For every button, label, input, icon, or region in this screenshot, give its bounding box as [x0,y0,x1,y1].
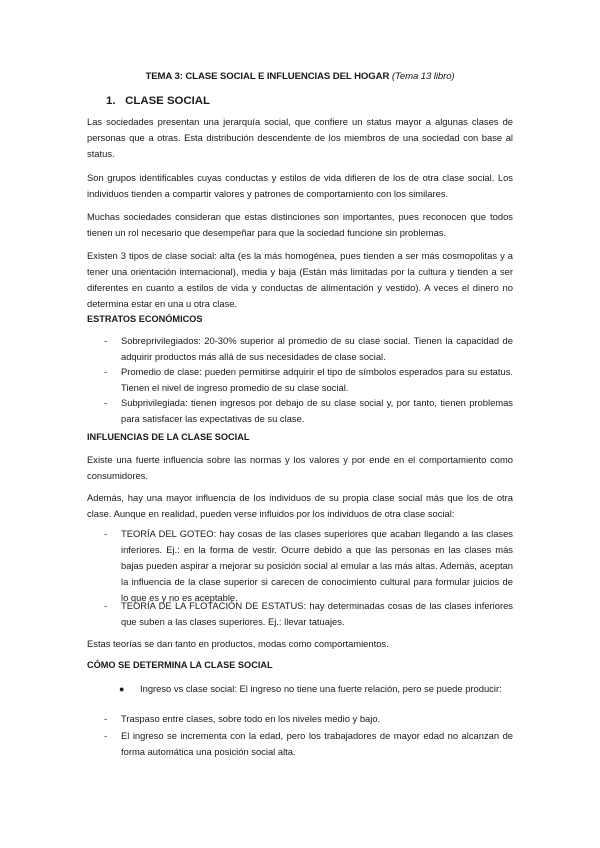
dash-marker: - [104,600,108,611]
list-item-ingreso-edad: El ingreso se incrementa con la edad, pero los trabajadores de mayor edad no alcanzan de forma automática una posición social alta. [121,730,513,757]
document-title [0,71,600,82]
list-item-traspaso: Traspaso entre clases, sobre todo en los niveles medio y bajo. [121,713,381,724]
title-main: TEMA 3: CLASE SOCIAL E INFLUENCIAS DEL HOGAR [145,71,392,82]
heading-estratos: ESTRATOS ECONÓMICOS [87,314,203,324]
list-item-estrato-3: Subprivilegiada: tienen ingresos por debajo de su clase social y, por tanto, tienen problemas para satisfacer las expectativas de su clase. [121,397,513,424]
heading-influencias: INFLUENCIAS DE LA CLASE SOCIAL [87,432,250,442]
heading-determina: CÓMO SE DETERMINA LA CLASE SOCIAL [87,660,273,670]
bullet-item-ingreso: Ingreso vs clase social: El ingreso no tiene una fuerte relación, pero se puede producir: [140,683,502,694]
dash-marker: - [104,335,108,346]
dash-marker: - [104,366,108,377]
list-item-estrato-1: Sobreprivilegiados: 20-30% superior al promedio de su clase social. Tienen la capacidad de adquirir productos más allá de sus necesidades de clase social. [121,335,513,362]
paragraph-7: Estas teorías se dan tanto en productos, modas como comportamientos. [87,638,389,649]
section-number: 1. [106,95,116,107]
dash-marker: - [104,713,108,724]
dash-marker: - [104,397,108,408]
paragraph-3: Muchas sociedades consideran que estas distinciones son importantes, pues reconocen que todos tienen un rol necesario que desempeñar para que la sociedad funcione sin problemas. [87,211,513,238]
list-item-estrato-2: Promedio de clase: pueden permitirse adquirir el tipo de símbolos esperados para su estatus. Tienen el nivel de ingreso promedio de su clase social. [121,366,513,393]
paragraph-1: Las sociedades presentan una jerarquía social, que confiere un status mayor a algunas clases de personas que a otras. Esta distribución descendente de los miembros de una sociedad con base al status. [87,116,513,159]
section-heading [106,95,210,107]
list-item-teoria-flotacion: TEORÍA DE LA FLOTACIÓN DE ESTATUS: hay determinadas cosas de las clases inferiores que suben a las clases superiores. Ej.: llevar tatuajes. [121,600,513,627]
list-item-teoria-goteo: TEORÍA DEL GOTEO: hay cosas de las clases superiores que acaban llegando a las clases inferiores. Ej.: en la forma de vestir. Ocurre debido a que las personas en las clases más bajas pueden aspirar a mejorar su posición social al emular a las más altas. Además, aceptan la influencia de la clase superior si carecen de conocimiento cultural para formular juicios de lo que es y no es aceptable. [121,528,513,603]
paragraph-6: Además, hay una mayor influencia de los individuos de su propia clase social más que los de otra clase. Aunque en realidad, pueden verse influidos por los individuos de otra clase social: [87,492,513,519]
bullet-marker: ● [119,684,125,694]
paragraph-5: Existe una fuerte influencia sobre las normas y los valores y por ende en el comportamiento como consumidores. [87,454,513,481]
dash-marker: - [104,730,108,741]
paragraph-2: Son grupos identificables cuyas conductas y estilos de vida difieren de los de otra clase social. Los individuos tienden a compartir valores y patrones de comportamiento con los similares. [87,172,513,199]
paragraph-4: Existen 3 tipos de clase social: alta (es la más homogénea, pues tienden a ser más cosmopolitas y a tener una orientación internacional), media y baja (Están más limitadas por la cultura y tienden a ser diferentes en cuanto a estilos de vida y conductas de alimentación y vestido). A veces el dinero no determina estar en una u otra clase. [87,250,513,309]
title-note: (Tema 13 libro) [391,71,455,82]
dash-marker: - [104,528,108,539]
section-title: CLASE SOCIAL [125,95,210,107]
